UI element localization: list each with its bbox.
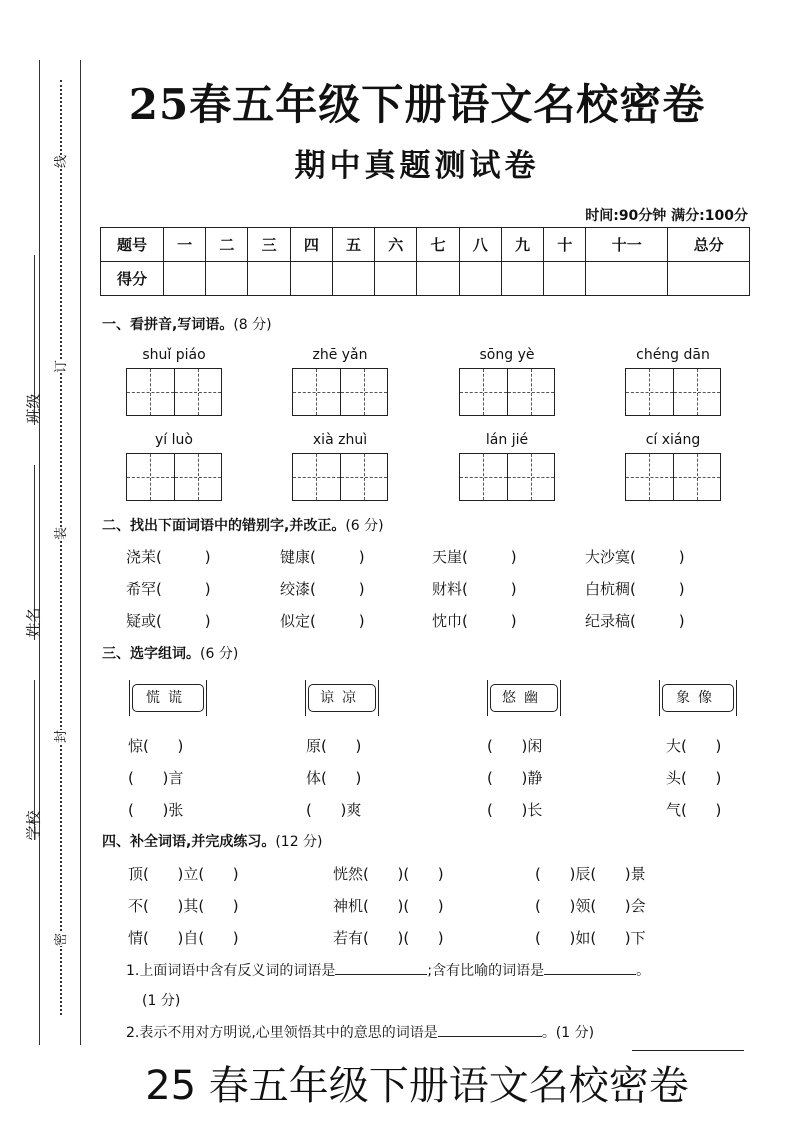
page-subtitle: 期中真题测试卷 xyxy=(294,148,540,184)
score-cell[interactable] xyxy=(332,262,374,296)
section-3-title-text: 三、选字组词。 xyxy=(102,646,200,662)
score-header-cell: 九 xyxy=(501,228,543,262)
choice-box: 悠幽 xyxy=(490,684,558,712)
typo-item[interactable]: 纪录稿( ) xyxy=(585,612,685,630)
score-cell[interactable] xyxy=(459,262,501,296)
section-1-points: (8 分) xyxy=(233,317,272,333)
binding-word-xian: 线 xyxy=(48,155,71,168)
score-header-cell: 六 xyxy=(375,228,417,262)
score-header-cell: 五 xyxy=(332,228,374,262)
score-cell[interactable] xyxy=(544,262,586,296)
typo-item[interactable]: 绞漆( ) xyxy=(280,580,365,598)
writing-grid[interactable] xyxy=(126,368,222,416)
writing-grid[interactable] xyxy=(459,453,555,501)
section-2-title xyxy=(102,515,384,535)
section-4-points: (12 分) xyxy=(275,834,323,850)
idiom-item[interactable]: 神机( )( ) xyxy=(333,897,444,915)
score-cell[interactable] xyxy=(248,262,290,296)
score-row-label: 得分 xyxy=(101,262,164,296)
score-header-cell: 十一 xyxy=(586,228,668,262)
pinyin-label: yí luò xyxy=(155,432,193,448)
question-1-text-b: ;含有比喻的词语是 xyxy=(427,963,545,979)
name-label: 姓名 xyxy=(24,607,43,638)
score-header-cell: 八 xyxy=(459,228,501,262)
score-cell[interactable] xyxy=(417,262,459,296)
question-1-text-a: 1.上面词语中含有反义词的词语是 xyxy=(126,963,336,979)
idiom-item[interactable]: 不( )其( ) xyxy=(128,897,239,915)
score-table-header-row xyxy=(101,228,750,262)
section-3-title xyxy=(102,643,238,663)
pinyin-label: shuǐ piáo xyxy=(142,347,206,363)
score-cell[interactable] xyxy=(375,262,417,296)
question-2-text-a: 2.表示不用对方明说,心里领悟其中的意思的词语是 xyxy=(126,1025,438,1041)
word-fill-item[interactable]: ( )爽 xyxy=(306,801,362,819)
writing-grid[interactable] xyxy=(126,453,222,501)
binding-word-ding: 订 xyxy=(48,360,71,373)
word-fill-item[interactable]: 惊( ) xyxy=(128,737,184,755)
question-1 xyxy=(126,960,650,980)
section-4-title-text: 四、补全词语,并完成练习。 xyxy=(102,834,276,850)
typo-item[interactable]: 浇苿( ) xyxy=(126,548,211,566)
question-1-points: (1 分) xyxy=(142,993,181,1009)
typo-item[interactable]: 天崖( ) xyxy=(432,548,517,566)
section-2-points: (6 分) xyxy=(345,518,384,534)
word-fill-item[interactable]: ( )张 xyxy=(128,801,184,819)
time-info: 时间:90分钟 满分:100分 xyxy=(585,208,748,224)
pinyin-label: cí xiáng xyxy=(645,432,701,448)
typo-item[interactable]: 忱巾( ) xyxy=(432,612,517,630)
idiom-item[interactable]: ( )领( )会 xyxy=(535,897,646,915)
answer-blank[interactable] xyxy=(438,1022,542,1037)
word-fill-item[interactable]: ( )闲 xyxy=(487,737,543,755)
writing-grid[interactable] xyxy=(292,368,388,416)
section-1-title xyxy=(102,314,272,334)
typo-item[interactable]: 财料( ) xyxy=(432,580,517,598)
writing-grid[interactable] xyxy=(459,368,555,416)
idiom-item[interactable]: 若有( )( ) xyxy=(333,929,444,947)
idiom-item[interactable]: 恍然( )( ) xyxy=(333,865,444,883)
score-header-cell: 七 xyxy=(417,228,459,262)
word-fill-item[interactable]: ( )言 xyxy=(128,769,184,787)
score-header-cell: 总分 xyxy=(668,228,750,262)
score-header-cell: 四 xyxy=(290,228,332,262)
word-fill-item[interactable]: 气( ) xyxy=(666,801,722,819)
idiom-item[interactable]: ( )辰( )景 xyxy=(535,865,646,883)
score-header-cell: 一 xyxy=(164,228,206,262)
answer-blank[interactable] xyxy=(335,960,427,975)
word-fill-item[interactable]: 大( ) xyxy=(666,737,722,755)
pinyin-label: chéng dān xyxy=(636,347,710,363)
pinyin-label: sōng yè xyxy=(479,347,535,363)
word-fill-item[interactable]: 头( ) xyxy=(666,769,722,787)
word-fill-item[interactable]: ( )长 xyxy=(487,801,543,819)
typo-item[interactable]: 白杭稠( ) xyxy=(585,580,685,598)
section-3-points: (6 分) xyxy=(200,646,239,662)
pinyin-label: xià zhuì xyxy=(312,432,368,448)
typo-item[interactable]: 键康( ) xyxy=(280,548,365,566)
choice-box: 谅凉 xyxy=(308,684,376,712)
score-header-cell: 二 xyxy=(206,228,248,262)
score-table-score-row xyxy=(101,262,750,296)
binding-line-left xyxy=(39,60,40,1045)
answer-blank[interactable] xyxy=(544,960,636,975)
score-cell[interactable] xyxy=(668,262,750,296)
binding-word-feng: 封 xyxy=(48,730,71,743)
page-title: 25春五年级下册语文名校密卷 xyxy=(128,80,706,129)
binding-word-zhuang: 装 xyxy=(48,527,71,540)
typo-item[interactable]: 似定( ) xyxy=(280,612,365,630)
section-1-title-text: 一、看拼音,写词语。 xyxy=(102,317,234,333)
score-table xyxy=(100,227,750,296)
question-2 xyxy=(126,1022,594,1042)
score-cell[interactable] xyxy=(586,262,668,296)
word-fill-item[interactable]: 体( ) xyxy=(306,769,362,787)
section-4-title xyxy=(102,831,323,851)
idiom-item[interactable]: 顶( )立( ) xyxy=(128,865,239,883)
writing-grid[interactable] xyxy=(292,453,388,501)
score-cell[interactable] xyxy=(501,262,543,296)
section-2-title-text: 二、找出下面词语中的错别字,并改正。 xyxy=(102,518,346,534)
choice-box: 象像 xyxy=(662,684,734,712)
pinyin-label: lán jié xyxy=(485,432,529,448)
writing-grid[interactable] xyxy=(625,453,721,501)
score-cell[interactable] xyxy=(164,262,206,296)
binding-word-mi: 密 xyxy=(48,933,71,946)
question-2-text-b: 。(1 分) xyxy=(541,1025,595,1041)
school-label: 学校 xyxy=(24,810,43,841)
class-label: 班级 xyxy=(24,393,43,424)
idiom-item[interactable]: 情( )自( ) xyxy=(128,929,239,947)
word-fill-item[interactable]: 原( ) xyxy=(306,737,362,755)
answer-line-overflow[interactable] xyxy=(632,1050,744,1051)
idiom-item[interactable]: ( )如( )下 xyxy=(535,929,646,947)
typo-item[interactable]: 希罕( ) xyxy=(126,580,211,598)
score-header-cell: 十 xyxy=(544,228,586,262)
question-1-text-c: 。 xyxy=(636,963,651,979)
typo-item[interactable]: 大沙寞( ) xyxy=(585,548,685,566)
pinyin-label: zhē yǎn xyxy=(312,347,368,363)
score-header-cell: 题号 xyxy=(101,228,164,262)
footer-banner-text: 25 春五年级下册语文名校密卷 xyxy=(145,1063,689,1109)
score-cell[interactable] xyxy=(290,262,332,296)
typo-item[interactable]: 疑或( ) xyxy=(126,612,211,630)
word-fill-item[interactable]: ( )静 xyxy=(487,769,543,787)
score-cell[interactable] xyxy=(206,262,248,296)
writing-grid[interactable] xyxy=(625,368,721,416)
choice-box: 慌谎 xyxy=(132,684,204,712)
binding-line-right xyxy=(80,60,81,1045)
score-header-cell: 三 xyxy=(248,228,290,262)
binding-dotted-line xyxy=(60,80,62,1015)
